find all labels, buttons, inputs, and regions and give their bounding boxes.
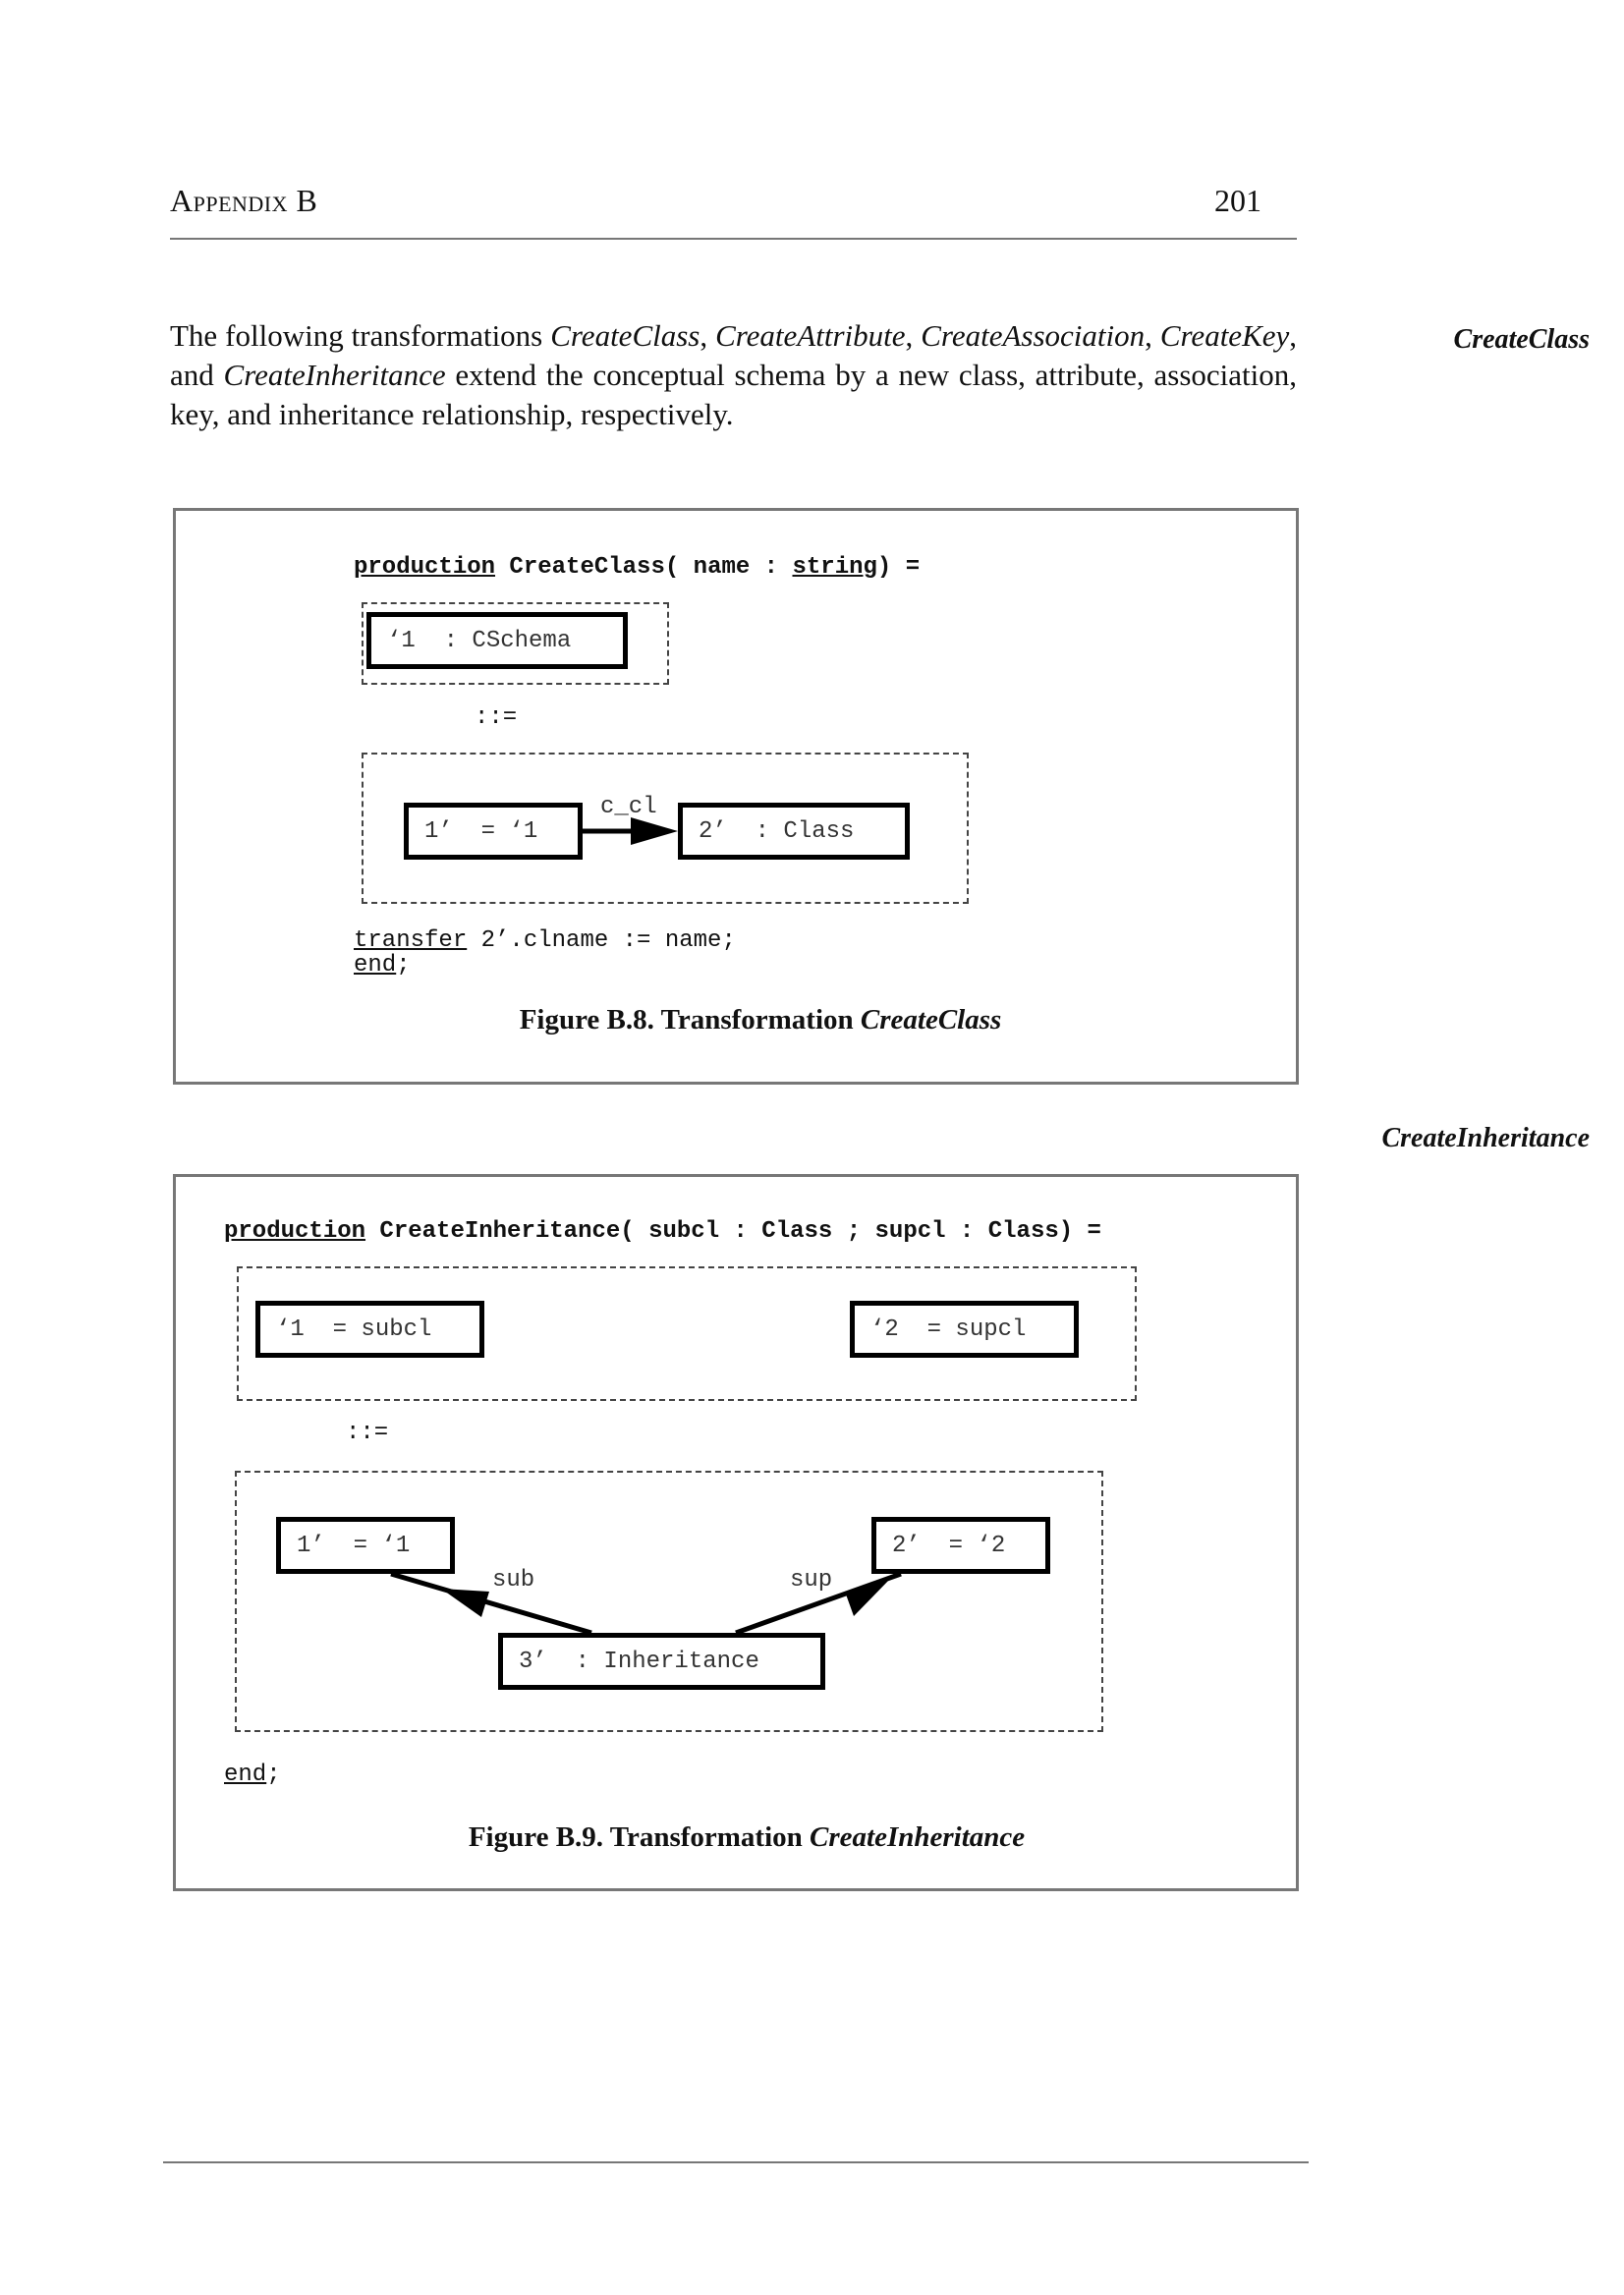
node-rhs-3-inheritance: 3’ : Inheritance: [498, 1633, 825, 1690]
intro-sep: ,: [905, 318, 922, 353]
signature-text: CreateClass( name :: [495, 554, 793, 581]
intro-sep: ,: [1145, 318, 1160, 353]
end-line: [224, 1762, 281, 1788]
node-rhs-1: 1’ = ‘1: [276, 1517, 455, 1574]
figure-b9: [173, 1174, 1299, 1891]
figure-b8: [173, 508, 1299, 1085]
node-rhs-2: 2’ = ‘2: [871, 1517, 1050, 1574]
section-title: Appendix B: [170, 183, 318, 218]
transfer-line: [354, 927, 736, 954]
figure-caption: [187, 1821, 1307, 1854]
margin-note-createclass: CreateClass: [1453, 324, 1590, 355]
edge-c-cl-arrow: [176, 511, 1302, 1088]
intro-paragraph: [170, 316, 1297, 434]
edge-label-c-cl: c_cl: [600, 794, 657, 820]
footer-rule: [163, 2161, 1309, 2163]
term-createkey: CreateKey: [1159, 318, 1290, 353]
page-number: 201: [1214, 183, 1261, 218]
keyword-transfer: transfer: [354, 927, 468, 954]
keyword-production: production: [354, 554, 496, 581]
keyword-production: production: [224, 1218, 366, 1245]
node-lhs-supcl: ‘2 = supcl: [850, 1301, 1079, 1358]
keyword-end: end: [224, 1762, 267, 1788]
node-rhs-2-class: 2’ : Class: [678, 803, 910, 860]
figure-caption: [200, 1004, 1320, 1036]
term-createassociation: CreateAssociation: [921, 318, 1146, 353]
running-head: [170, 179, 1297, 240]
edge-label-sub: sub: [492, 1567, 535, 1594]
end-semicolon: ;: [266, 1762, 281, 1788]
margin-note-createinheritance: CreateInheritance: [1381, 1123, 1590, 1153]
signature-text: CreateInheritance( subcl : Class ; supcl : Class) =: [365, 1218, 1101, 1245]
keyword-string: string: [792, 554, 877, 581]
caption-prefix: Figure B.9. Transformation: [468, 1821, 811, 1853]
term-createinheritance: CreateInheritance: [223, 358, 446, 392]
rewrite-symbol: ::=: [475, 704, 518, 731]
intro-text: extend the conceptual schema by a new class, attribute, association, key, and inheritance relationship, respectively.: [170, 358, 1297, 431]
inheritance-edges: [176, 1177, 1302, 1894]
node-lhs-cschema: ‘1 : CSchema: [366, 612, 628, 669]
end-line: [354, 952, 411, 979]
end-semicolon: ;: [396, 952, 411, 979]
node-rhs-1: 1’ = ‘1: [404, 803, 583, 860]
signature-text: ) =: [876, 554, 921, 581]
caption-name: CreateInheritance: [810, 1821, 1026, 1853]
term-createclass: CreateClass: [550, 318, 700, 353]
caption-name: CreateClass: [860, 1004, 1002, 1036]
transfer-statement: 2’.clname := name;: [467, 927, 736, 954]
edge-label-sup: sup: [790, 1567, 833, 1594]
term-createattribute: CreateAttribute: [715, 318, 906, 353]
caption-prefix: Figure B.8. Transformation: [519, 1004, 861, 1036]
intro-text: The following transformations: [170, 318, 551, 353]
keyword-end: end: [354, 952, 397, 979]
intro-sep: ,: [700, 318, 716, 353]
rewrite-symbol: ::=: [346, 1420, 389, 1446]
intro-sep: , and: [170, 318, 1298, 392]
node-lhs-subcl: ‘1 = subcl: [255, 1301, 484, 1358]
